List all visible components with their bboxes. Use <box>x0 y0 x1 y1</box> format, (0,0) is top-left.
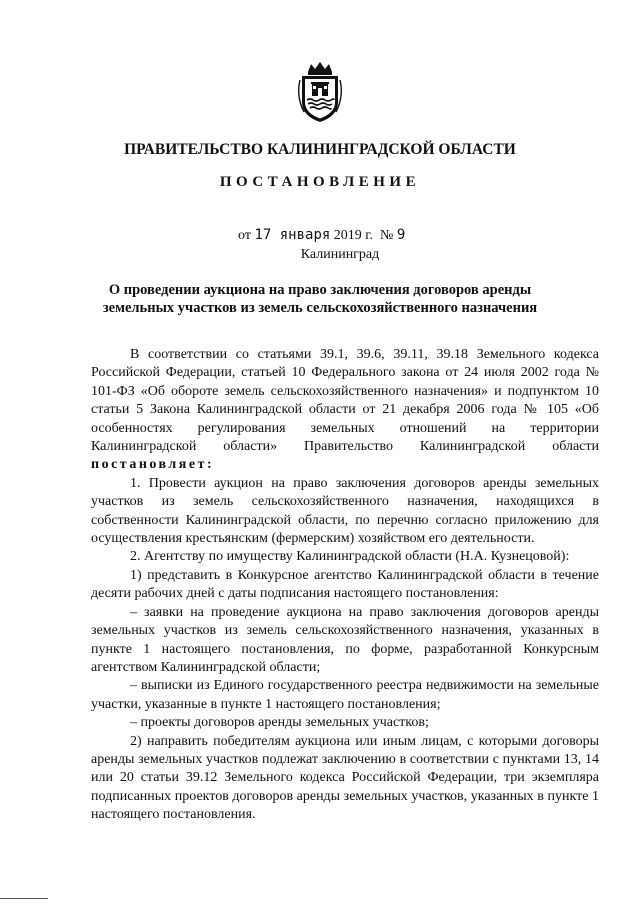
preamble-text: В соответствии со статьями 39.1, 39.6, 39.11, 39.18 Земельного кодекса Российской Федерации, статьей 10 Федерального закона от 24 июля 2002 года № 101-ФЗ «Об обороте земель сельскохозяйственного назначения» и подпунктом 10 статьи 5 Закона Калининградской области от 21 декабря 2006 года № 105 «Об особенностях регулирования земельных отношений на территории Калининградской области» Правительство Калининградской области <box>91 347 599 455</box>
number-prefix: № <box>379 228 394 243</box>
city: Калининград <box>300 247 380 262</box>
page-edge-mark <box>0 898 48 899</box>
paragraph-2-1-item-1: – заявки на проведение аукциона на право заключения договоров аренды земельных участков из земель сельскохозяйственного назначения, указанных в пункте 1 настоящего постановления, по форме, разработанной Конкурсным агентством Калининградской области; <box>91 604 599 675</box>
document-type: ПОСТАНОВЛЕНИЕ <box>219 174 421 190</box>
document-number: 9 <box>396 227 406 243</box>
document-title: О проведении аукциона на право заключения договоров аренды земельных участков из земель сельскохозяйственного назначения <box>102 282 538 316</box>
paragraph-2-2: 2) направить победителям аукциона или иным лицам, с которыми договоры аренды земельных участков подлежат заключению в соответствии с пунктами 13, 14 или 20 статьи 39.12 Земельного кодекса Российской Федерации, три экземпляра подписанных проектов договоров аренды земельных участков, указанных в пункте 1 настоящего постановления. <box>91 733 599 823</box>
date-number-line <box>238 227 405 244</box>
paragraph-2: 2. Агентству по имуществу Калининградской области (Н.А. Кузнецовой): <box>130 549 570 565</box>
paragraph-1: 1. Провести аукцион на право заключения договоров аренды земельных участков из земель сельскохозяйственного назначения, находящихся в собственности Калининградской области, по перечню согласно приложению для осуществления крестьянским (фермерским) хозяйством его деятельности. <box>91 475 599 547</box>
preamble-paragraph <box>91 346 599 475</box>
coat-of-arms-icon <box>294 60 346 124</box>
paragraph-2-1-item-2: – выписки из Единого государственного реестра недвижимости на земельные участки, указанные в пункте 1 настоящего постановления; <box>91 678 599 712</box>
date-year: 2019 г. <box>333 228 373 243</box>
decree-word: постановляет: <box>91 457 215 473</box>
document-body <box>91 346 599 825</box>
paragraph-2-1-item-3: – проекты договоров аренды земельных участков; <box>130 715 429 731</box>
paragraph-2-1: 1) представить в Конкурсное агентство Калининградской области в течение десяти рабочих дней с даты подписания настоящего постановления: <box>91 567 599 602</box>
authority-name: ПРАВИТЕЛЬСТВО КАЛИНИНГРАДСКОЙ ОБЛАСТИ <box>124 141 516 158</box>
date-prefix: от <box>238 228 251 243</box>
date-handwritten: 17 января <box>254 227 331 243</box>
